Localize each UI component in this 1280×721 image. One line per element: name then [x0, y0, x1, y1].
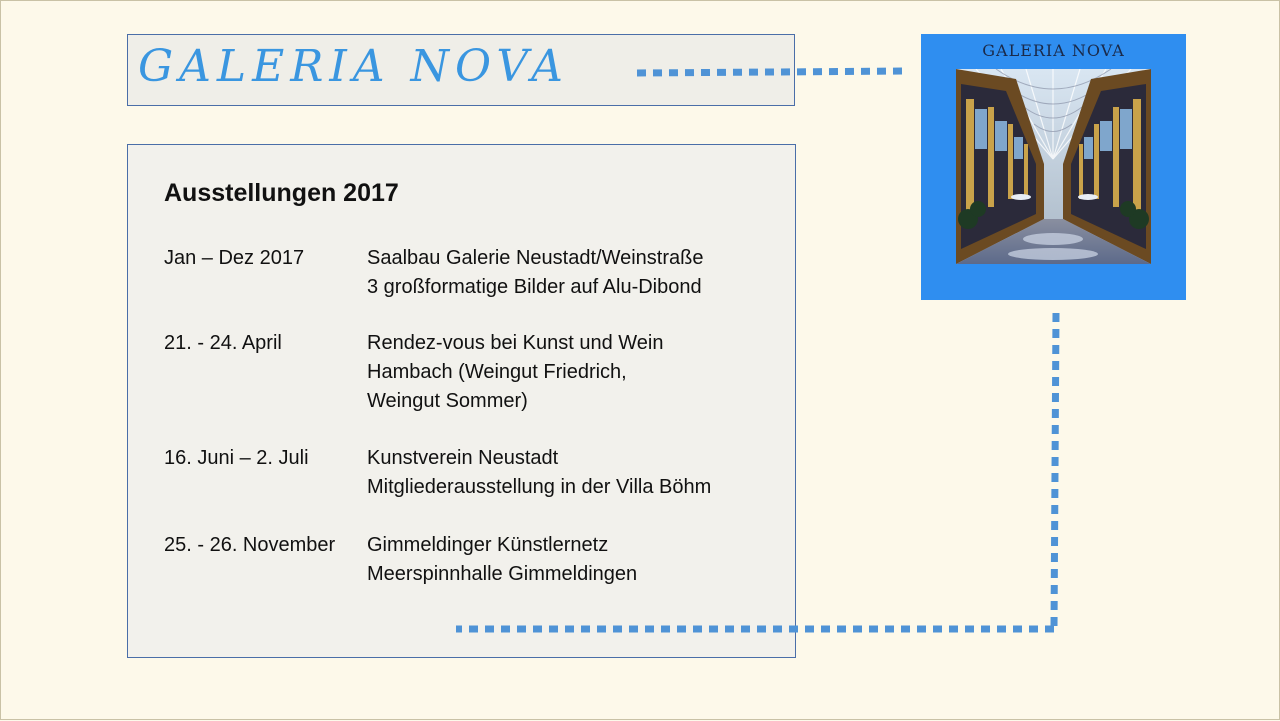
thumbnail-title: GALERIA NOVA [982, 41, 1125, 60]
entry-date: 21. - 24. April [164, 332, 282, 354]
entry-date: 25. - 26. November [164, 534, 336, 556]
entry-line: Saalbau Galerie Neustadt/Weinstraße [367, 247, 704, 269]
page-title: GALERIA NOVA [138, 41, 569, 92]
entry-date: Jan – Dez 2017 [164, 247, 305, 269]
entry-line: Hambach (Weingut Friedrich, [367, 361, 627, 383]
entry-line: 3 großformatige Bilder auf Alu-Dibond [367, 276, 702, 298]
dotted-connector [1, 1, 1280, 721]
entry-date: 16. Juni – 2. Juli [164, 447, 309, 469]
entry-line: Meerspinnhalle Gimmeldingen [367, 563, 638, 585]
entry-line: Gimmeldinger Künstlernetz [367, 534, 609, 556]
entry-line: Rendez-vous bei Kunst und Wein [367, 332, 664, 354]
exhibitions-heading: Ausstellungen 2017 [164, 179, 399, 207]
entry-line: Weingut Sommer) [367, 390, 528, 412]
entry-line: Mitgliederausstellung in der Villa Böhm [367, 476, 712, 498]
entry-line: Kunstverein Neustadt [367, 447, 559, 469]
